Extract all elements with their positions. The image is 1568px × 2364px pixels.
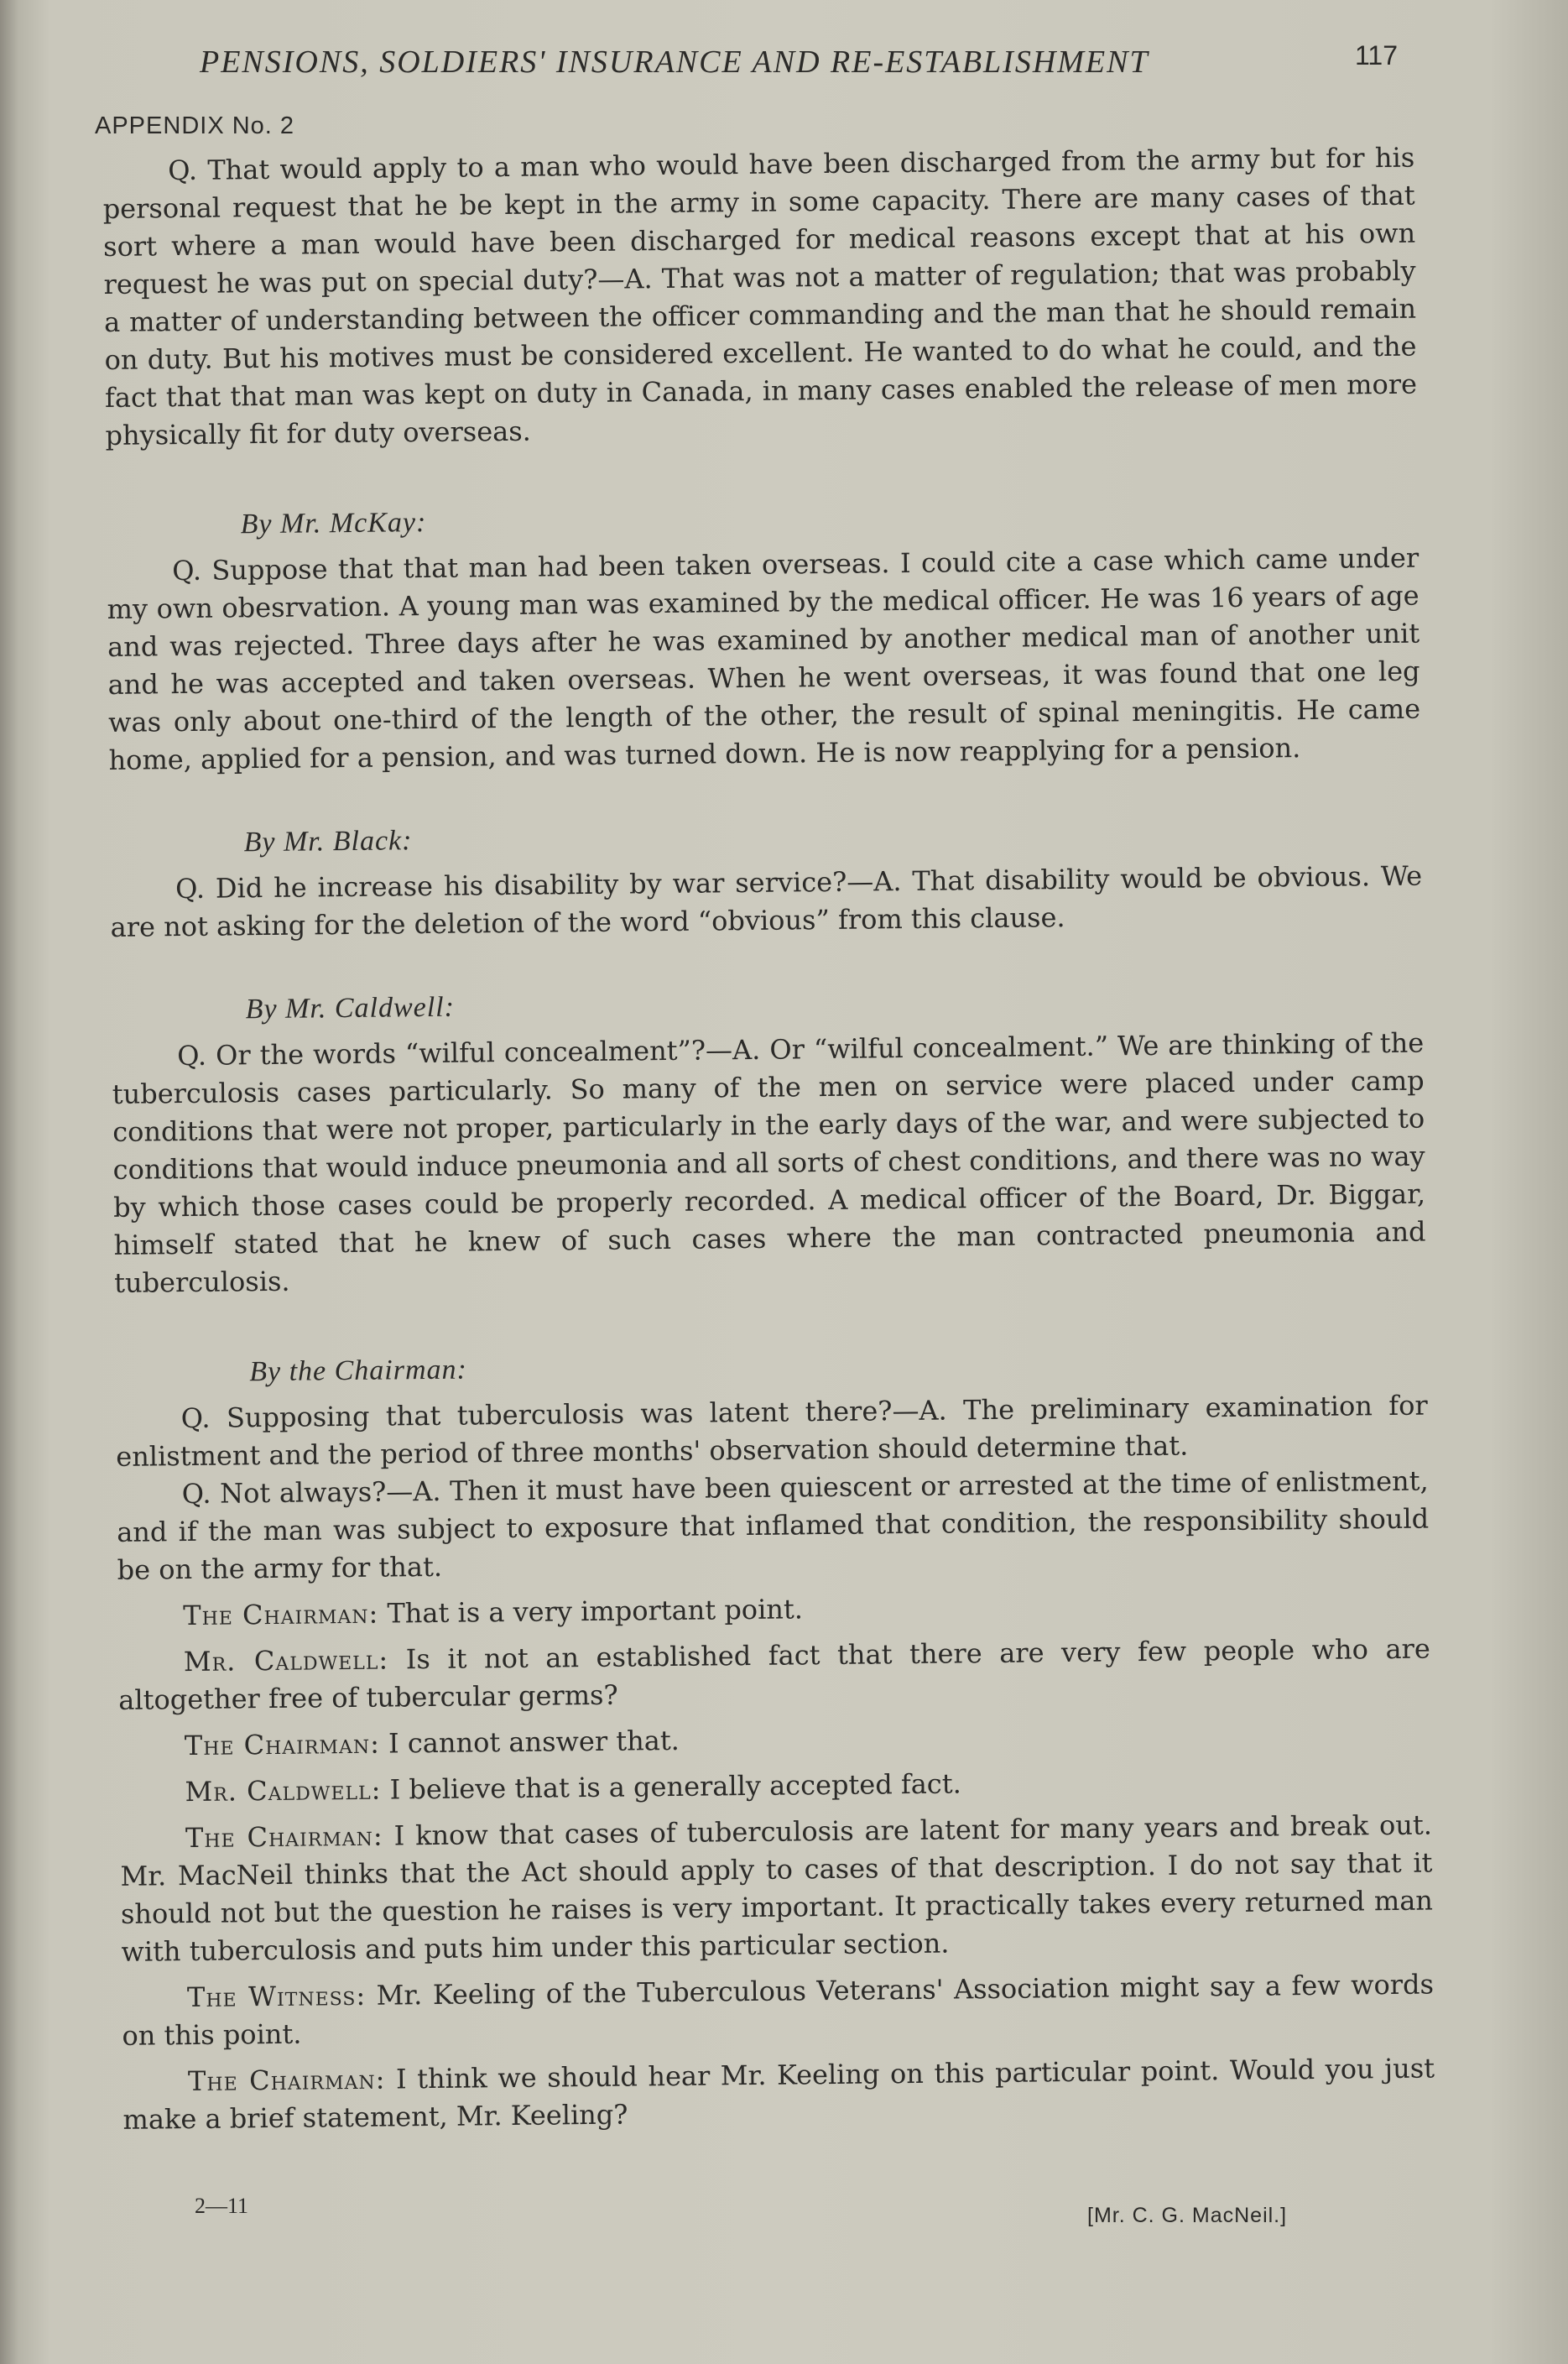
signature-mark: 2—11: [195, 2194, 249, 2218]
paragraph: Q. Or the words “wilful concealment”?—A. Or “wilful concealment.” We are thinking of the tuberculosis cases particularly. So many of the men on service were placed under camp conditions that were not proper, particularly in the early days of the war, and were subjected to conditions that would induce pneumonia and all sorts of chest conditions, and there was no way by which those cases could be properly recorded. A medical officer of the Board, Dr. Biggar, himself stated that he knew of such cases where the man contracted pneumonia and tuberculosis.: [112, 1026, 1426, 1299]
paragraph: Q. Suppose that that man had been taken overseas. I could cite a case which came under my own obesrvation. A young man was examined by the medical officer. He was 16 years of age and was rejected. Three days after he was examined by another medical man of another unit and he was accepted and taken overseas. When he went overseas, it was found that one leg was only about one-third of the length of the other, the result of spinal meningitis. He came home, applied for a pension, and was turned down. He is now reapplying for a pension.: [107, 541, 1421, 776]
document-body: [102, 139, 1435, 2139]
paragraph: Q. Did he increase his disability by war service?—A. That disability would be obvious. We are not asking for the deletion of the word “obvious” from this clause.: [110, 859, 1423, 943]
speaker-heading: By the Chairman:: [249, 1354, 468, 1388]
speaker-heading: By Mr. McKay:: [240, 506, 427, 540]
speaker-name: The Chairman:: [184, 1727, 381, 1762]
speaker-name: The Witness:: [186, 1979, 367, 2014]
speaker-name: Mr. Caldwell:: [183, 1643, 389, 1678]
appendix-label: APPENDIX No. 2: [95, 112, 295, 139]
speaker-name: Mr. Caldwell:: [185, 1773, 382, 1808]
speaker-heading: By Mr. Caldwell:: [245, 991, 456, 1025]
dialogue-line: [122, 1966, 1435, 2055]
paragraph: Q. That would apply to a man who would have been discharged from the army but for his personal request that he be kept in the army in some capacity. There are many cases of that sort where a man would have been discharged for medical reasons except that at his own request he was put on special duty?—A. That was not a matter of regulation; that was probably a matter of understanding between the officer commanding and the man that he should remain on duty. But his motives must be considered excellent. He wanted to do what he could, and the fact that that man was kept on duty in Canada, in many cases enabled the release of men more physically fit for duty overseas.: [102, 141, 1418, 451]
speaker-name: The Chairman:: [187, 2063, 386, 2098]
dialogue-text: I think we should hear Mr. Keeling on this particular point. Would you just make a brief statement, Mr. Keeling?: [122, 2052, 1435, 2136]
dialogue-text: I believe that is a generally accepted fact.: [389, 1767, 961, 1806]
speaker-heading: By Mr. Black:: [243, 825, 413, 858]
paragraph: Q. Not always?—A. Then it must have been quiescent or arrested at the time of enlistment, and if the man was subject to exposure that inflamed that condition, the responsibility should be on the army for that.: [117, 1464, 1430, 1586]
dialogue-line: [122, 2049, 1435, 2138]
dialogue-text: That is a very important point.: [387, 1593, 804, 1630]
dialogue-line: [118, 1631, 1431, 1720]
dialogue-text: I know that cases of tuberculosis are latent for many years and break out. Mr. MacNeil thinks that the Act should apply to cases of that description. I do not say that it should not but the question he raises is very important. It practically takes every returned man with tuberculosis and puts him under this particular section.: [120, 1808, 1434, 1968]
dialogue-text: Is it not an established fact that there are very few people who are altogether free of tubercular germs?: [118, 1632, 1430, 1716]
running-head: PENSIONS, SOLDIERS' INSURANCE AND RE-ESTABLISHMENT: [200, 44, 1149, 80]
paragraph: Q. Supposing that tuberculosis was latent there?—A. The preliminary examination for enlistment and the period of three months' observation should determine that.: [116, 1389, 1428, 1473]
dialogue-line: [120, 1807, 1434, 1971]
speaker-name: The Chairman:: [183, 1597, 379, 1632]
dialogue-text: I cannot answer that.: [388, 1724, 680, 1760]
dialogue-text: Mr. Keeling of the Tuberculous Veterans' Association might say a few words on this point.: [122, 1968, 1435, 2052]
page-number: 117: [1355, 40, 1399, 70]
speaker-name: The Chairman:: [185, 1819, 383, 1855]
speaker-reference: [Mr. C. G. MacNeil.]: [1087, 2204, 1288, 2227]
